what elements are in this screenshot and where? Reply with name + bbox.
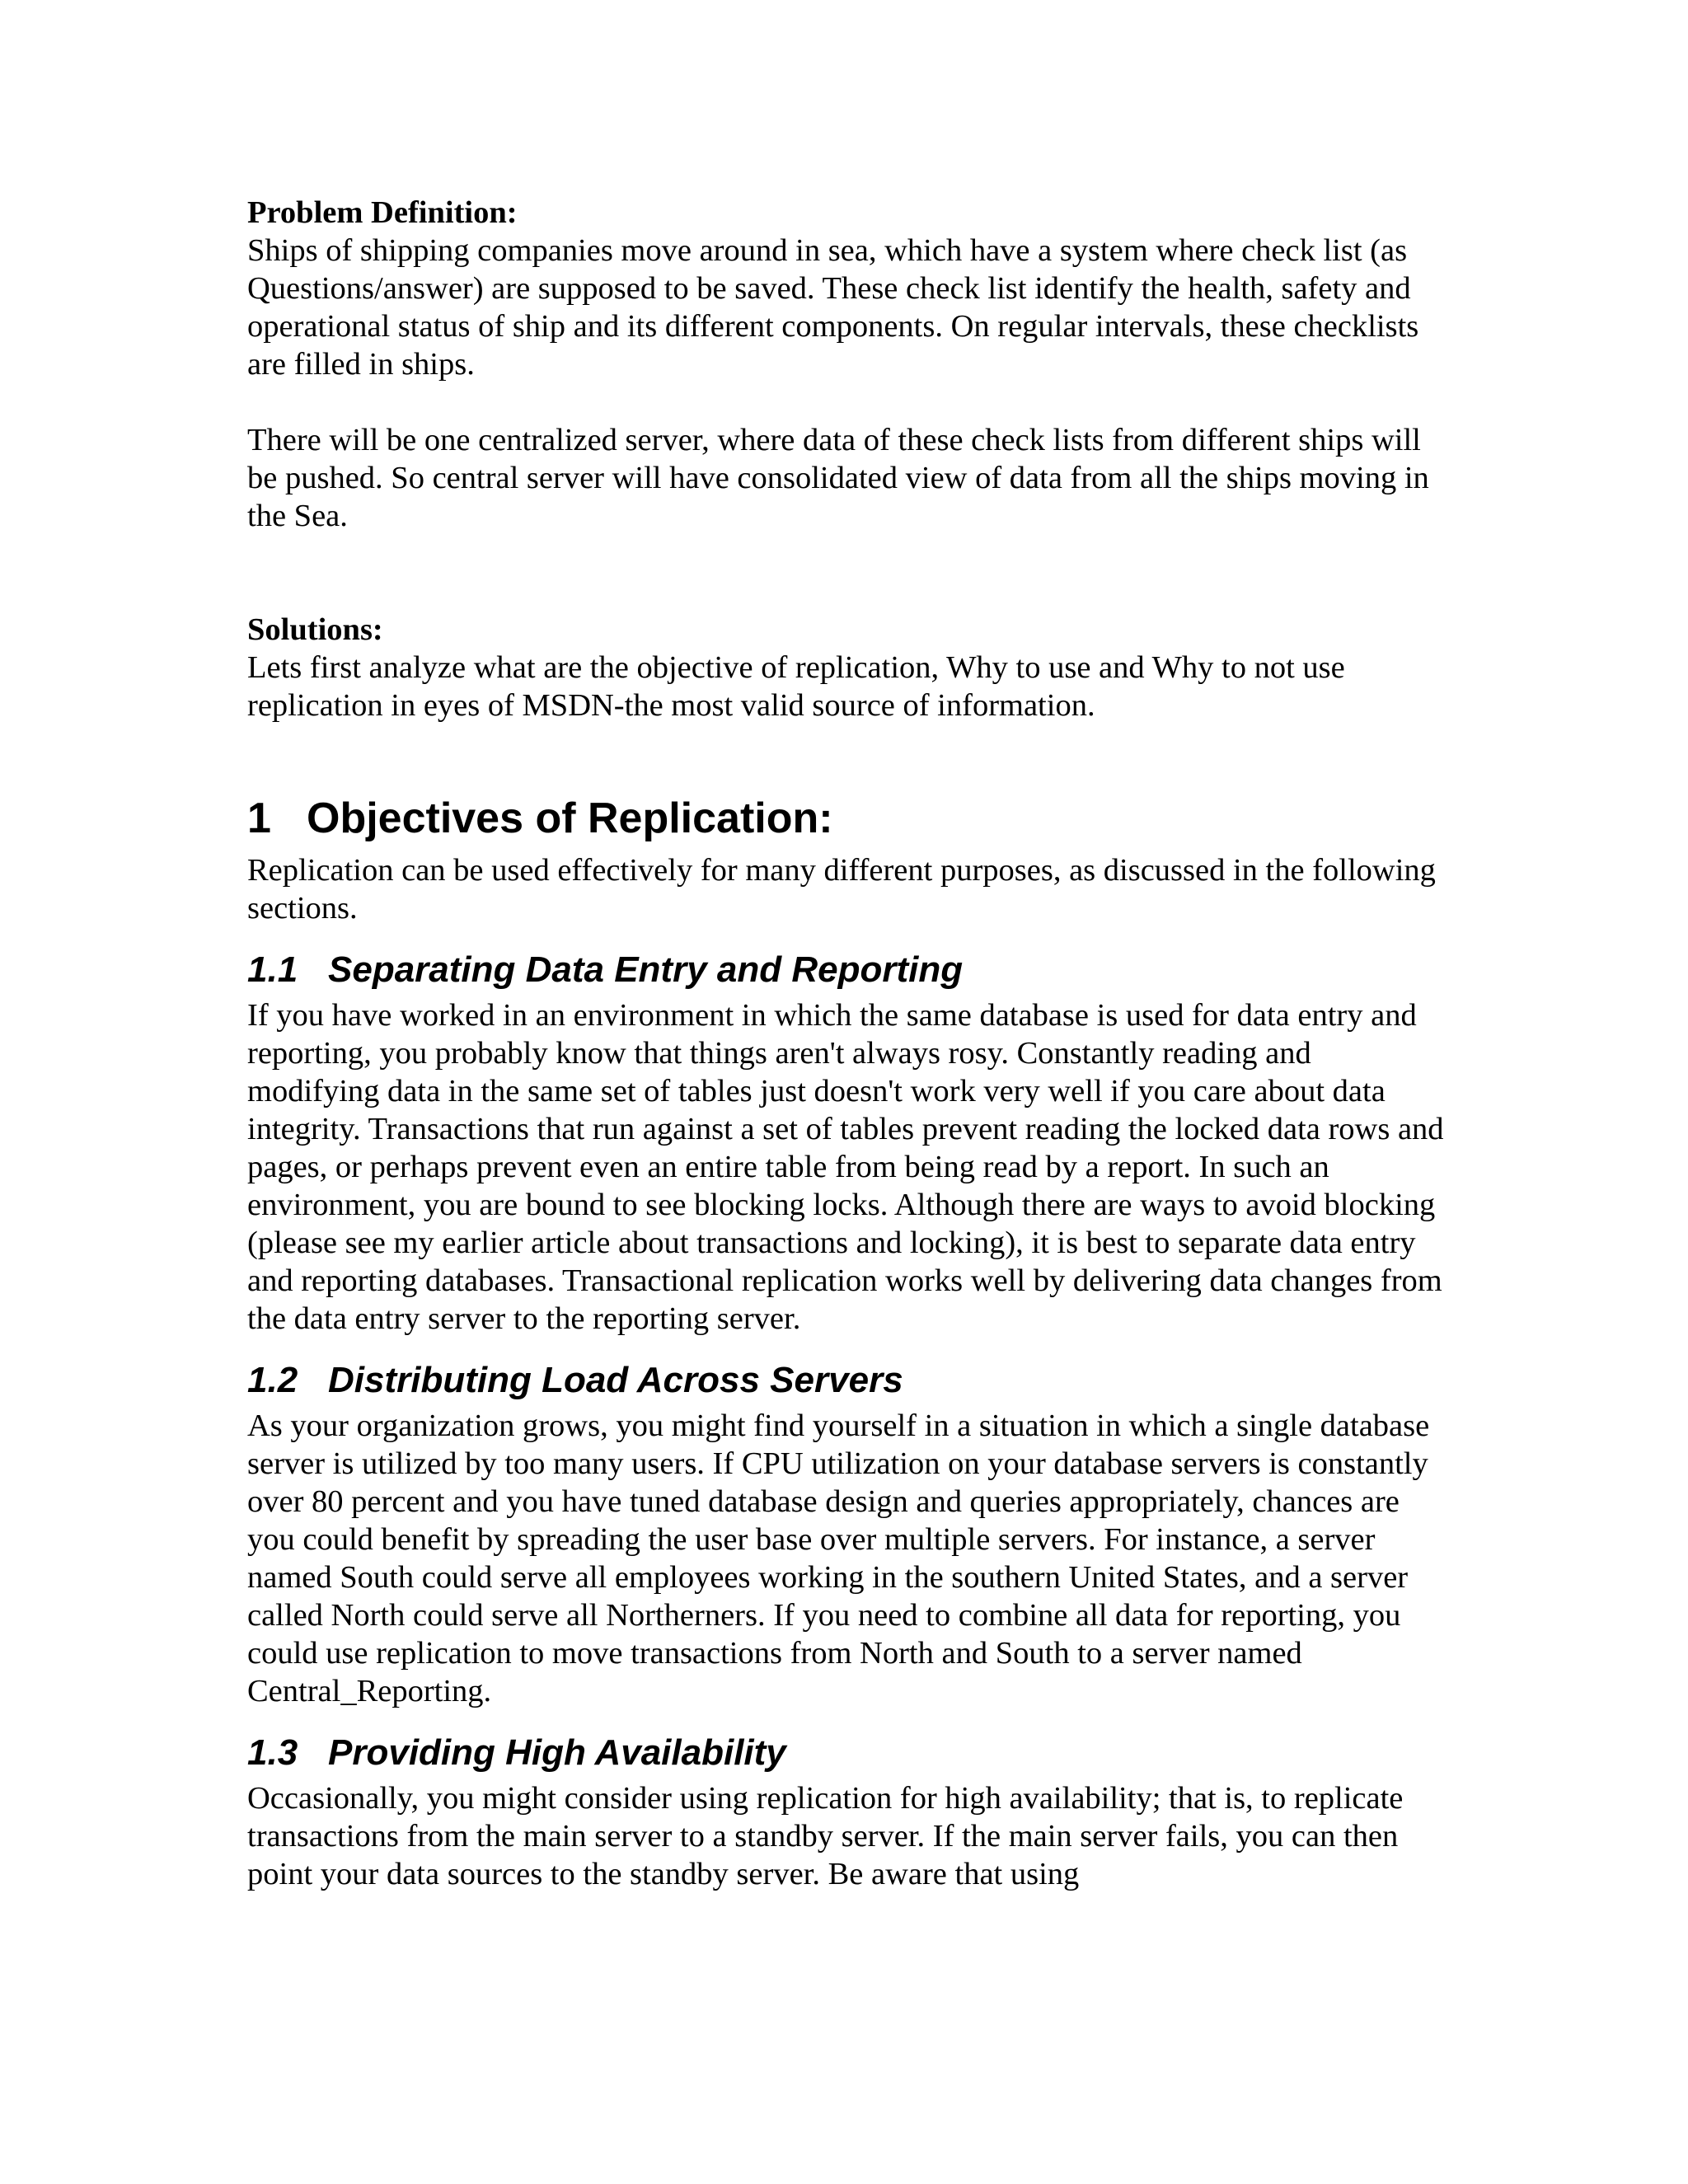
problem-paragraph-1: Ships of shipping companies move around in sea, which have a system where check list (as Questions/answer) are supposed to be saved. These check list identify the health, safety and operational status of ship and its different components. On regular intervals, these checklists are filled in ships. — [247, 233, 1419, 382]
subsection-1-3-heading — [247, 1732, 1451, 1774]
subsection-1-3-title: Providing High Availability — [328, 1732, 786, 1773]
section-1-intro: Replication can be used effectively for many different purposes, as discussed in the following sections. — [247, 853, 1436, 926]
document-page — [247, 194, 1451, 1893]
subsection-1-2-number: 1.2 — [247, 1360, 298, 1400]
subsection-1-2-title: Distributing Load Across Servers — [328, 1360, 903, 1400]
subsection-1-3-number: 1.3 — [247, 1732, 298, 1773]
section-1-heading — [247, 794, 1451, 843]
subsection-1-2-body: As your organization grows, you might find yourself in a situation in which a single database server is utilized by too many users. If CPU utilization on your database servers is constantly over 80 percent and you have tuned database design and queries appropriately, chances are you could benefit by spreading the user base over multiple servers. For instance, a server named South could serve all employees working in the southern United States, and a server called North could serve all Northerners. If you need to combine all data for reporting, you could use replication to move transactions from North and South to a server named Central_Reporting. — [247, 1408, 1430, 1708]
subsection-1-1-heading — [247, 949, 1451, 991]
subsection-1-3-body: Occasionally, you might consider using replication for high availability; that is, to replicate transactions from the main server to a standby server. If the main server fails, you can then point your data sources to the standby server. Be aware that using — [247, 1781, 1404, 1891]
subsection-1-1-number: 1.1 — [247, 949, 298, 990]
section-1-title: Objectives of Replication: — [307, 794, 833, 842]
subsection-1-1-title: Separating Data Entry and Reporting — [328, 949, 964, 990]
subsection-1-2-heading — [247, 1359, 1451, 1402]
problem-paragraph-2: There will be one centralized server, where data of these check lists from different ships will be pushed. So central server will have consolidated view of data from all the ships moving in the Sea. — [247, 423, 1429, 533]
solutions-heading: Solutions: — [247, 612, 383, 647]
subsection-1-1-body: If you have worked in an environment in which the same database is used for data entry and reporting, you probably know that things aren't always rosy. Constantly reading and modifying data in the same set of tables just doesn't work very well if you care about data integrity. Transactions that run against a set of tables prevent reading the locked data rows and pages, or perhaps prevent even an entire table from being read by a report. In such an environment, you are bound to see blocking locks. Although there are ways to avoid blocking (please see my earlier article about transactions and locking), it is best to separate data entry and reporting databases. Transactional replication works well by delivering data changes from the data entry server to the reporting server. — [247, 998, 1444, 1336]
problem-definition-heading: Problem Definition: — [247, 195, 518, 230]
section-1-number: 1 — [247, 794, 271, 842]
solutions-paragraph: Lets first analyze what are the objective of replication, Why to use and Why to not use replication in eyes of MSDN-the most valid source of information. — [247, 650, 1345, 723]
